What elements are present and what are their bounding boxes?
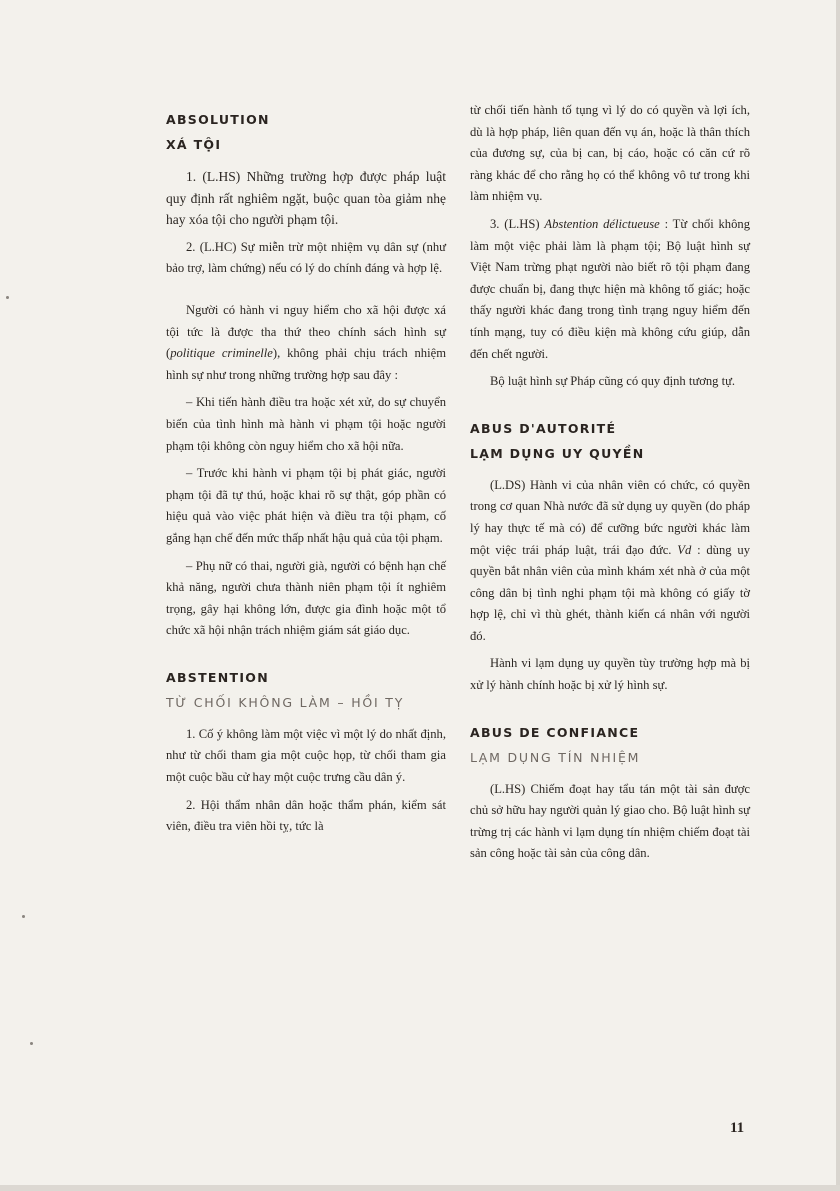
spacer <box>166 648 446 670</box>
paragraph: – Phụ nữ có thai, người già, người có bệnh hạn chế khả năng, người chưa thành niên phạm tội ít nghiêm trọng, gây hại không lớn, được gia đình hoặc một tổ chức xã hội nhận trách nhiệm giám sát giáo dục. <box>166 558 446 638</box>
paragraph: – Trước khi hành vi phạm tội bị phát giác, người phạm tội đã tự thú, hoặc khai rõ sự thật, góp phần có hiệu quả vào việc phát hiện và điều tra tội phạm, cố gắng hạn chế đến mức thấp nhất hậu quả của tội phạm. <box>166 466 446 545</box>
spacer <box>470 399 750 421</box>
page-bottom-shadow <box>0 1185 840 1191</box>
entry-subtitle-abstention: TỪ CHỐI KHÔNG LÀM – HỒI TỴ <box>166 694 405 710</box>
entry-title-abus-autorite: ABUS D'AUTORITÉ <box>470 420 617 436</box>
scan-speck <box>6 296 9 299</box>
entry-absolution <box>166 112 446 642</box>
entry-abus-autorite <box>470 421 750 697</box>
paragraph: (L.HS) Chiếm đoạt hay tẩu tán một tài sản được chủ sở hữu hay người quản lý giao cho. Bộ luật hình sự trừng trị các hành vi lạm dụng tín nhiệm chiếm đoạt tài sản công hoặc tài sản của công dân. <box>470 781 750 861</box>
page-number: 11 <box>730 1120 745 1136</box>
paragraph <box>470 214 750 365</box>
paragraph <box>470 475 750 648</box>
italic-term: politique criminelle <box>170 346 273 361</box>
paragraph: 1. (L.HS) Những trường hợp được pháp luật quy định rất nghiêm ngặt, buộc quan tòa giảm nhẹ hay xóa tội cho người phạm tội. <box>166 169 446 228</box>
paragraph <box>166 300 446 386</box>
left-column <box>166 112 446 844</box>
entry-title-abus-confiance: ABUS DE CONFIANCE <box>470 724 640 740</box>
entry-title-abstention: ABSTENTION <box>166 669 269 685</box>
entry-subtitle-abus-autorite: LẠM DỤNG UY QUYỀN <box>470 445 645 461</box>
text-run: Người có hành vi nguy hiểm cho xã hội được xá tội tức là được tha thứ theo chính sách hình sự ( <box>166 302 446 361</box>
text-run: 3. (L.HS) <box>490 216 545 231</box>
spacer <box>470 703 750 725</box>
text-run: : Từ chối không làm một việc phải làm là phạm tội; Bộ luật hình sự Việt Nam trừng phạt người nào biết rõ tội phạm đang được chuẩn bị, đang thực hiện mà không tố giác; hoặc thấy người khác đang trong tình trạng nguy hiểm đến tính mạng, tuy có điều kiện mà không cứu giúp, dẫn đến chết người. <box>470 216 750 361</box>
text-run: ), không phải chịu trách nhiệm hình sự như trong những trường hợp sau đây : <box>166 346 446 382</box>
right-column <box>470 100 750 871</box>
entry-abus-confiance <box>470 725 750 865</box>
paragraph: – Khi tiến hành điều tra hoặc xét xử, do sự chuyển biến của tình hình mà hành vi phạm tội hoặc người phạm tội không còn nguy hiểm cho xã hội nữa. <box>166 395 446 453</box>
italic-term: Abstention délictueuse <box>544 216 660 231</box>
entry-abstention <box>166 670 446 838</box>
page-edge-shadow <box>836 0 840 1191</box>
spacer <box>166 286 446 300</box>
entry-title-absolution: ABSOLUTION <box>166 112 270 127</box>
paragraph: Bộ luật hình sự Pháp cũng có quy định tương tự. <box>490 374 736 389</box>
paragraph: 1. Cố ý không làm một việc vì một lý do nhất định, như từ chối tham gia một cuộc họp, từ chối tham gia một cuộc bầu cử hay một cuộc trưng cầu dân ý. <box>166 726 446 785</box>
entry-abstention-continued <box>470 100 750 393</box>
paragraph: Hành vi lạm dụng uy quyền tùy trường hợp mà bị xử lý hành chính hoặc bị xử lý hình sự. <box>470 656 750 693</box>
paragraph: 2. (L.HC) Sự miễn trừ một nhiệm vụ dân sự (như bảo trợ, làm chứng) nếu có lý do chính đáng và hợp lệ. <box>166 239 446 276</box>
paragraph: từ chối tiến hành tố tụng vì lý do có quyền và lợi ích, dù là hợp pháp, liên quan đến vụ án, hoặc là thân thích của đương sự, của bị can, bị cáo, hoặc có căn cứ rõ ràng khác để cho rằng họ có thể không vô tư trong khi làm nhiệm vụ. <box>470 103 750 204</box>
italic-term: Vd <box>677 542 692 557</box>
text-run: : dùng uy quyền bắt nhân viên của mình khám xét nhà ở của một công dân bị tình nghi phạm tội mà không có giấy tờ hợp lệ, chỉ vì thù ghét, thành kiến cá nhân với người đó. <box>470 542 750 643</box>
paragraph: 2. Hội thẩm nhân dân hoặc thẩm phán, kiểm sát viên, điều tra viên hồi tỵ, tức là <box>166 797 446 834</box>
entry-subtitle-absolution: XÁ TỘI <box>166 137 222 152</box>
scan-speck <box>30 1042 33 1045</box>
scan-speck <box>22 915 25 918</box>
entry-subtitle-abus-confiance: LẠM DỤNG TÍN NHIỆM <box>470 749 641 765</box>
text-run: (L.DS) Hành vi của nhân viên có chức, có quyền trong cơ quan Nhà nước đã sử dụng uy quyền (do pháp lý hay thực tế mà có) để cưỡng bức người khác làm một việc trái pháp luật, trái đạo đức. <box>470 477 750 557</box>
